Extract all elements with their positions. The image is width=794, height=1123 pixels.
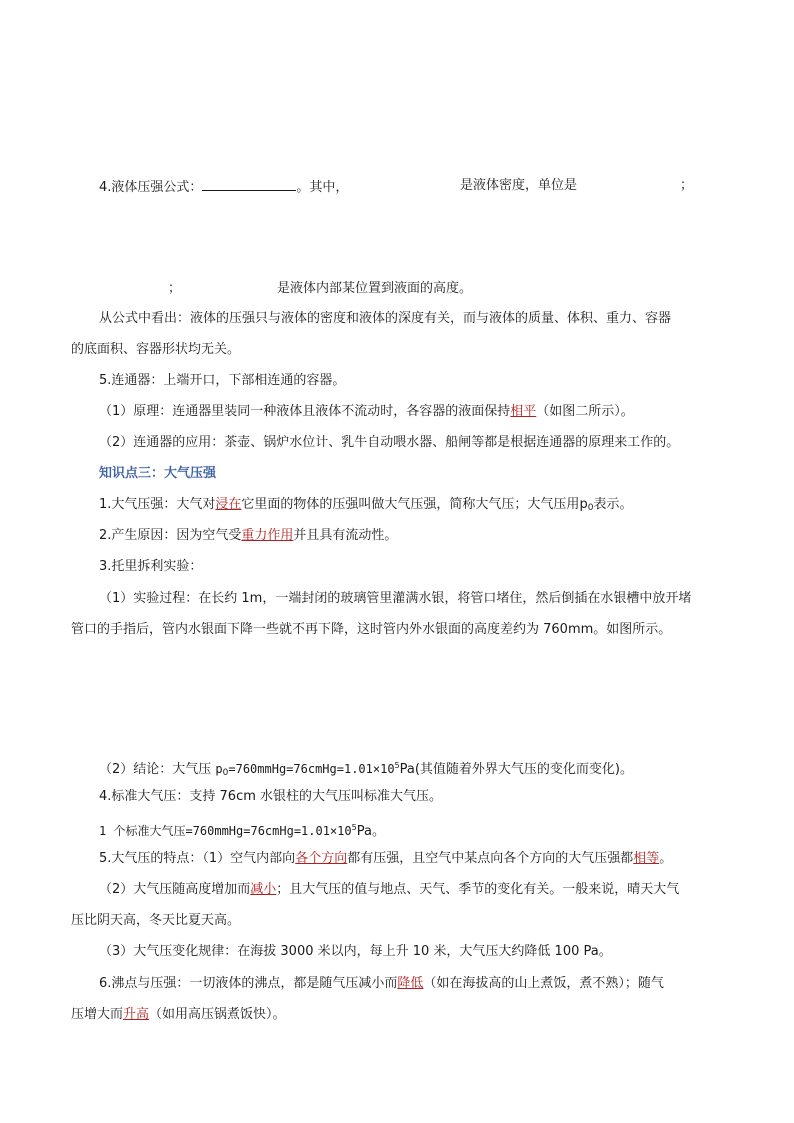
d1-post: 它里面的物体的压强叫做大气压强，简称大气压；大气压用 [241, 497, 580, 512]
semicolon: ； [680, 178, 694, 193]
d5-end: 。 [659, 851, 673, 866]
atm-definition [99, 497, 632, 516]
section-heading: 知识点三：大气压强 [99, 466, 217, 481]
d1-answer: 浸在 [215, 497, 242, 512]
std-sup: 5 [351, 823, 357, 832]
conclusion-p: p [215, 762, 223, 776]
connector-title: 5.连通器：上端开口，下部相连通的容器。 [99, 373, 346, 388]
conclusion [99, 758, 633, 781]
conclusion-formula: =760mmHg=76cmHg=1.01×10 [228, 762, 395, 776]
p4-after-blank: 。其中， [296, 180, 349, 195]
d5-answer-1: 各个方向 [295, 851, 348, 866]
d5b-post: ；且大气压的值与地点、天气、季节的变化有关。一般来说，晴天大气 [276, 882, 680, 897]
connector-application: （2）连通器的应用：茶壶、锅炉水位计、乳牛自动喂水器、船闸等都是根据连通器的原理来工作的。 [99, 435, 680, 450]
principle-text: （1）原理：连通器里装同一种液体且液体不流动时，各容器的液面保持 [99, 404, 511, 419]
semicolon-2: ； [168, 281, 182, 296]
formula-note-line2: 的底面积、容器形状均无关。 [71, 342, 241, 357]
d5-answer-2: 相等 [633, 851, 660, 866]
experiment-line1: （1）实验过程：在长约 1m，一端封闭的玻璃管里灌满水银，将管口堵住，然后倒插在水银槽中放开堵 [99, 591, 692, 606]
d2-text: 2.产生原因：因为空气受 [99, 528, 242, 543]
d6b-text: 压增大而 [71, 1007, 124, 1022]
d6b-answer: 升高 [123, 1007, 150, 1022]
p-symbol: p [579, 497, 588, 512]
atm-feature-2-line2: 压比阴天高，冬天比夏天高。 [71, 913, 241, 928]
boiling-point [99, 976, 664, 992]
d5b-answer: 减小 [250, 882, 277, 897]
torricelli-title: 3.托里拆利实验： [99, 559, 203, 574]
d6-answer-1: 降低 [397, 976, 424, 991]
d6-post: （如在海拔高的山上煮饭，煮不熟）；随气 [423, 976, 664, 991]
atm-feature-2 [99, 882, 679, 898]
formula-note-line1: 从公式中看出：液体的压强只与液体的密度和液体的深度有关，而与液体的质量、体积、重力、容器 [99, 311, 672, 326]
d6-text: 6.沸点与压强：一切液体的沸点，都是随气压减小而 [99, 976, 398, 991]
d5-mid: 都有压强，且空气中某点向各个方向的大气压强都 [347, 851, 634, 866]
conclusion-post: Pa(其值随着外界大气压的变化而变化)。 [399, 762, 634, 777]
connector-principle [99, 404, 634, 420]
d2-post: 并且具有流动性。 [293, 528, 398, 543]
d5b-text: （2）大气压随高度增加而 [99, 882, 251, 897]
conclusion-sup: 5 [394, 761, 400, 770]
p4-line [99, 178, 348, 196]
standard-atm: 4.标准大气压：支持 76cm 水银柱的大气压叫标准大气压。 [99, 789, 443, 804]
std-formula: 1 个标准大气压=760mmHg=76cmHg=1.01×10 [99, 824, 352, 838]
d1-end: 表示。 [593, 497, 633, 512]
experiment-line2: 管口的手指后，管内水银面下降一些就不再下降，这时管内外水银面的高度差约为 760mm。如图所示。 [71, 622, 672, 637]
d6b-post: （如用高压锅煮饭快）。 [149, 1007, 286, 1022]
conclusion-sub: 0 [222, 768, 229, 778]
boiling-point-line2 [71, 1007, 286, 1023]
principle-answer: 相平 [510, 404, 537, 419]
p4-prefix: 4.液体压强公式： [99, 180, 203, 195]
d5-text: 5.大气压的特点：（1）空气内部向 [99, 851, 296, 866]
principle-end: （如图二所示）。 [536, 404, 634, 419]
conclusion-text: （2）结论：大气压 [99, 762, 216, 777]
d2-answer: 重力作用 [241, 528, 294, 543]
formula-blank [202, 178, 296, 191]
atm-feature-3: （3）大气压变化规律：在海拔 3000 米以内，每上升 10 米，大气压大约降低 100 Pa。 [99, 944, 612, 959]
height-text: 是液体内部某位置到液面的高度。 [277, 281, 473, 296]
standard-atm-value [99, 820, 385, 840]
p-subscript: 0 [587, 503, 594, 513]
d1-text: 1.大气压强：大气对 [99, 497, 216, 512]
atm-feature-1 [99, 851, 672, 867]
density-text: 是液体密度，单位是 [460, 178, 578, 193]
std-post: Pa。 [356, 824, 385, 839]
atm-cause [99, 528, 397, 544]
